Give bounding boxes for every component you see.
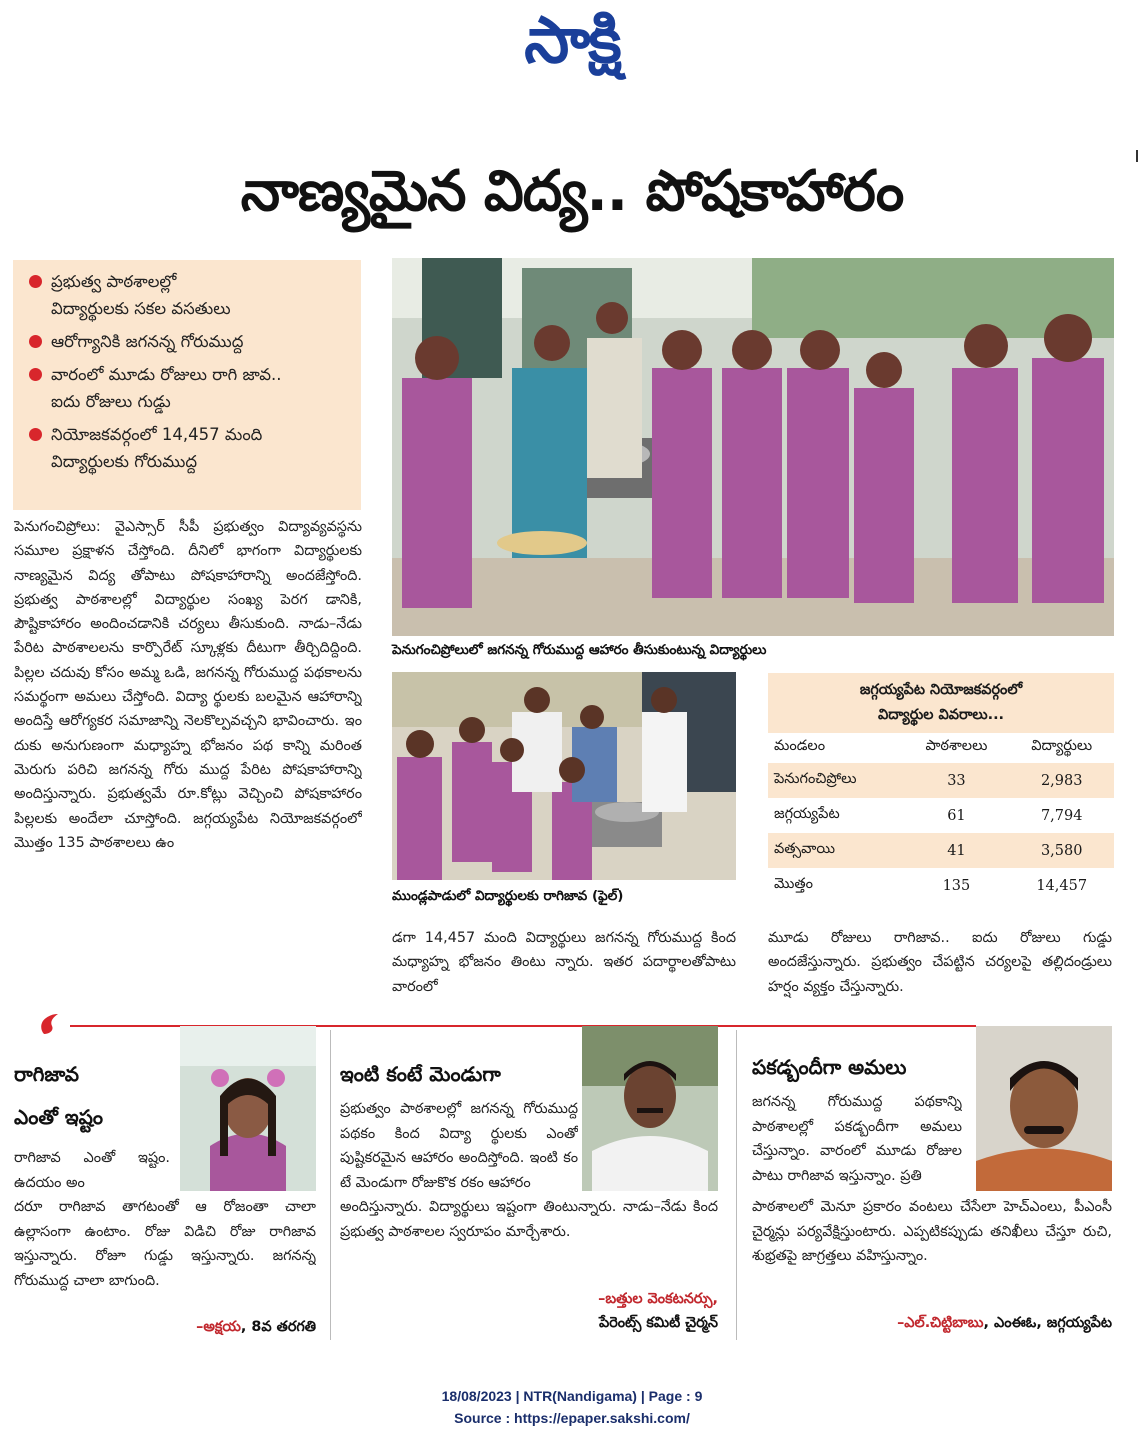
highlight-item <box>25 421 353 475</box>
quote2-text-narrow: ప్రభుత్వం పాఠశాలల్లో జగనన్న గోరుముద్ద పథకం కింద విద్యా ర్థులకు ఎంతో పుష్టికరమైన ఆహారం అందిస్తోంది. ఇంటి కం టే మెండుగా రోజుకొక రకం ఆహారం <box>340 1101 578 1191</box>
table-cell: 3,580 <box>1009 833 1114 868</box>
table-cell: మొత్తం <box>774 875 813 892</box>
small-photo-caption: ముండ్లపాడులో విద్యార్థులకు రాగిజావ (ఫైల్) <box>392 888 624 904</box>
table-cell: పెనుగంచిప్రోలు <box>768 763 903 798</box>
highlight-item <box>25 268 353 322</box>
edge-mark <box>1136 150 1138 162</box>
quote1-title-line2: ఎంతో ఇష్టం <box>14 1105 104 1129</box>
footer-date-edition: 18/08/2023 | NTR(Nandigama) | Page : 9 <box>441 1388 703 1404</box>
quote3-title: పకడ్బందీగా అమలు <box>752 1055 907 1079</box>
signature-name: –బత్తుల వెంకటనర్సు, <box>598 1291 718 1307</box>
page-footer <box>0 1385 1144 1429</box>
bullet-icon <box>29 335 42 348</box>
table-cell: 7,794 <box>1040 807 1083 824</box>
quote3-signature <box>752 1314 1112 1334</box>
quote2-title: ఇంటి కంటే మెండుగా <box>340 1062 501 1086</box>
highlight-line: ఐదు రోజులు గుడ్డు <box>51 392 171 411</box>
column-divider <box>330 1030 331 1340</box>
signature-role: , 8వ తరగతి <box>240 1319 316 1335</box>
page-headline: నాణ్యమైన విద్య.. పోషకాహారం <box>240 159 904 224</box>
stats-table <box>768 733 1114 903</box>
footer-source-link[interactable]: Source : https://epaper.sakshi.com/ <box>454 1410 690 1426</box>
highlight-line: ఆరోగ్యానికి జగనన్న గోరుముద్ద <box>51 332 244 351</box>
table-title-line: జగ్గయ్యపేట నియోజకవర్గంలో <box>859 682 1023 698</box>
quote1-text: దరూ రాగిజావ తాగటంతో ఆ రోజంతా చాలా ఉల్లాసంగా ఉంటాం. రోజు విడిచి రోజు రాగిజావ ఇస్తున్నారు. రోజూ గుడ్డు ఇస్తున్నారు. జగనన్న గోరుముద్ద చాలా బాగుంది. <box>14 1199 316 1289</box>
bullet-icon <box>29 368 42 381</box>
article-body-right: మూడు రోజులు రాగిజావ.. ఐదు రోజులు గుడ్డు అందజేస్తున్నారు. ప్రభుత్వం చేపట్టిన చర్యలపై తల్లిదండ్రులు హర్షం వ్యక్తం చేస్తున్నారు. <box>768 930 1112 995</box>
table-row <box>768 798 1114 833</box>
highlight-line: వారంలో మూడు రోజులు రాగి జావ.. <box>51 365 282 384</box>
masthead-logo: సాక్షి <box>524 4 620 78</box>
table-cell: 41 <box>903 833 1009 868</box>
quote1-title-line1: రాగిజావ <box>14 1062 79 1086</box>
column-header: మండలం <box>774 738 826 754</box>
column-header: పాఠశాలలు <box>925 738 988 754</box>
highlight-line: విద్యార్థులకు సకల వసతులు <box>51 299 231 318</box>
table-title <box>768 673 1114 733</box>
table-cell: జగ్గయ్యపేట <box>774 805 840 822</box>
quote1-signature <box>150 1318 316 1338</box>
article-body-middle: డగా 14,457 మంది విద్యార్థులు జగనన్న గోరుముద్ద కింద మధ్యాహ్న భోజనం తింటు న్నారు. ఇతర పదార్థాలతోపాటు వారంలో <box>392 930 736 995</box>
table-cell: 14,457 <box>1036 877 1088 894</box>
table-cell: వత్సవాయి <box>768 833 903 868</box>
small-photo <box>392 672 736 880</box>
signature-name: –అక్షయ <box>196 1319 241 1335</box>
portrait-official <box>976 1026 1112 1191</box>
table-title-line: విద్యార్థుల వివరాలు... <box>877 707 1005 723</box>
column-header: విద్యార్థులు <box>1031 738 1093 754</box>
quote2-signature <box>400 1290 718 1310</box>
quote3-text: జగనన్న గోరుముద్ద పథకాన్ని పాఠశాలల్లో పకడ్బందీగా అమలు చేస్తున్నాం. వారంలో మూడు రోజుల పాటు రాగిజావ ఇస్తున్నాం. ప్రతి <box>752 1094 962 1184</box>
bullet-icon <box>29 275 42 288</box>
quote-mark-icon <box>36 1008 66 1038</box>
table-cell: 135 <box>942 877 971 894</box>
main-photo-caption: పెనుగంచిప్రోలులో జగనన్న గోరుముద్ద ఆహారం తీసుకుంటున్న విద్యార్థులు <box>392 642 767 658</box>
table-row <box>768 868 1114 903</box>
highlight-line: నియోజకవర్గంలో 14,457 మంది <box>51 425 263 444</box>
quote3-text-continued: పాఠశాలలో మెనూ ప్రకారం వంటలు చేసేలా హెచ్ఎంలు, పీఎంసీ చైర్మన్లు పర్యవేక్షిస్తుంటారు. ఎప్పటికప్పుడు తనిఖీలు చేస్తూ రుచి, శుభ్రతపై జాగ్రత్తలు వహిస్తున్నాం. <box>752 1199 1112 1264</box>
table-cell: 61 <box>947 807 966 824</box>
portrait-student <box>180 1026 316 1191</box>
table-header-row <box>768 733 1114 763</box>
signature-name: –ఎల్.చిట్టిబాబు <box>897 1315 984 1331</box>
highlight-item <box>25 361 353 415</box>
quote1-text-narrow: రాగిజావ ఎంతో ఇష్టం. ఉదయం అం <box>14 1150 170 1191</box>
table-cell: 2,983 <box>1009 763 1114 798</box>
bullet-icon <box>29 428 42 441</box>
highlight-line: విద్యార్థులకు గోరుముద్ద <box>51 452 198 471</box>
highlight-line: ప్రభుత్వ పాఠశాలల్లో <box>51 272 177 291</box>
article-body-left: పెనుగంచిప్రోలు: వైఎస్సార్ సీపీ ప్రభుత్వం విద్యావ్యవస్థను సమూల ప్రక్షాళన చేస్తోంది. దీనిలో భాగంగా విద్యార్థులకు నాణ్యమైన విద్య తోపాటు పోషకాహారాన్ని అందజేస్తోంది. ప్రభుత్వ పాఠశాలల్లో విద్యార్థుల సంఖ్య పెరగ డానికి, పౌష్టికాహారం అందించడానికి చర్యలు తీసుకుంది. నాడు–నేడు పేరిట పాఠశాలలను కార్పొరేట్ స్కూళ్లకు దీటుగా తీర్చిదిద్దింది. పిల్లల చదువు కోసం అమ్మ ఒడి, జగనన్న గోరుముద్ద పథకాలను సమర్థంగా అమలు చేస్తోంది. విద్యా ర్థులకు బలమైన ఆహారాన్ని అందిస్తే ఆరోగ్యకర సమాజాన్ని నెలకొల్పవచ్చని భావించారు. ఇం దుకు అనుగుణంగా మధ్యాహ్న భోజనం పథ కాన్ని మరింత మెరుగు పరిచి జగనన్న గోరు ముద్ద పేరిట పోషకాహారాన్ని అందిస్తున్నారు. ప్రభుత్వమే రూ.కోట్లు వెచ్చించి పోషకాహారం పిల్లలకు అందేలా చూస్తోంది. జగ్గయ్యపేట నియోజకవర్గంలో మొత్తం 135 పాఠశాలలు ఉం <box>14 519 362 851</box>
signature-role: , ఎంఈఓ, జగ్గయ్యపేట <box>983 1315 1112 1331</box>
quote2-signature-role: పేరెంట్స్ కమిటీ చైర్మన్ <box>598 1315 718 1331</box>
portrait-parent <box>582 1026 718 1191</box>
column-divider <box>736 1030 737 1340</box>
table-cell: 33 <box>903 763 1009 798</box>
students-table <box>768 673 1114 917</box>
quote2-text-continued: అందిస్తున్నారు. విద్యార్థులు ఇష్టంగా తింటున్నారు. నాడు–నేడు కింద ప్రభుత్వ పాఠశాలల స్వరూపం మార్చేశారు. <box>340 1199 718 1240</box>
table-row <box>768 763 1114 798</box>
table-row <box>768 833 1114 868</box>
highlight-item <box>25 328 353 355</box>
main-photo <box>392 258 1114 636</box>
highlights-box <box>13 260 361 510</box>
